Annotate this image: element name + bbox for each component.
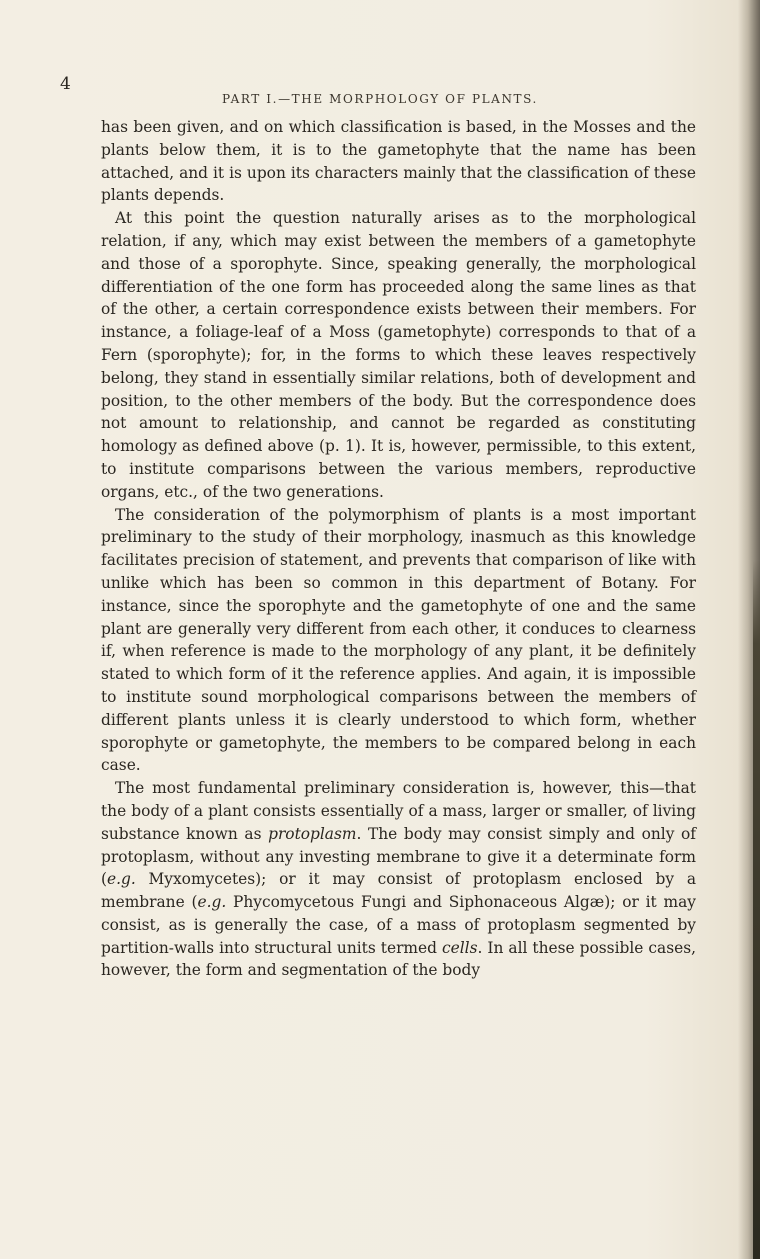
- page-number: 4: [60, 74, 71, 94]
- running-head: PART I.—THE MORPHOLOGY OF PLANTS.: [222, 92, 538, 106]
- body-text: [101, 116, 696, 982]
- term-protoplasm: protoplasm: [268, 824, 357, 843]
- abbrev-eg: e.g.: [107, 870, 136, 889]
- paragraph-2: At this point the question naturally arises as to the morphological relation, if any, which may exist between the members of a gametophyte and those of a sporophyte. Since, speaking generally, the morphological differentiation of the one form has proceeded along the same lines as that of the other, a certain correspondence exists between their members. For instance, a foliage-leaf of a Moss (gametophyte) corresponds to that of a Fern (sporophyte); for, in the forms to which these leaves respectively belong, they stand in essentially similar relations, both of development and position, to the other members of the body. But the correspondence does not amount to relationship, and cannot be regarded as constituting homology as defined above (p. 1). It is, however, permissible, to this extent, to institute comparisons between the various members, reproductive organs, etc., of the two generations.: [101, 209, 696, 501]
- paragraph-4-text: . The body may consist simply and only of protoplasm, without any investing membrane to give it a determinate form (: [101, 824, 697, 889]
- abbrev-eg: e.g.: [197, 893, 227, 912]
- paragraph-4-text: . In all these possible cases, however, the form and segmentation of the body: [101, 938, 696, 980]
- paragraph-4: [101, 777, 696, 982]
- paragraph-4-text: Phycomycetous Fungi and Siphonaceous Algæ); or it may consist, as is generally the case, of a mass of protoplasm segmented by partition-walls into structural units termed: [101, 893, 696, 957]
- paragraph-4-text: Myxomycetes); or it may consist of protoplasm enclosed by a membrane (: [101, 870, 696, 912]
- term-cells: cells: [442, 938, 478, 957]
- paragraph-3: The consideration of the polymorphism of plants is a most important preliminary to the study of their morphology, inasmuch as this knowledge facilitates precision of statement, and prevents that comparison of like with unlike which has been so common in this department of Botany. For instance, since the sporophyte and the gametophyte of one and the same plant are generally very different from each other, it conduces to clearness if, when reference is made to the morphology of any plant, it be definitely stated to which form of it the reference applies. And again, it is impossible to institute sound morphological comparisons between the members of different plants unless it is clearly understood to which form, whether sporophyte or gametophyte, the members to be compared belong in each case.: [101, 505, 696, 775]
- page-header: [60, 74, 700, 106]
- page-edge: [753, 560, 760, 1259]
- paragraph-1: has been given, and on which classification is based, in the Mosses and the plants below them, it is to the gametophyte that the name has been attached, and it is upon its characters mainly that the classification of these plants depends.: [101, 118, 696, 205]
- paragraph-4-text: The most fundamental preliminary consideration is, however, this—that the body of a plant consists essentially of a mass, larger or smaller, of living substance known as: [101, 779, 696, 843]
